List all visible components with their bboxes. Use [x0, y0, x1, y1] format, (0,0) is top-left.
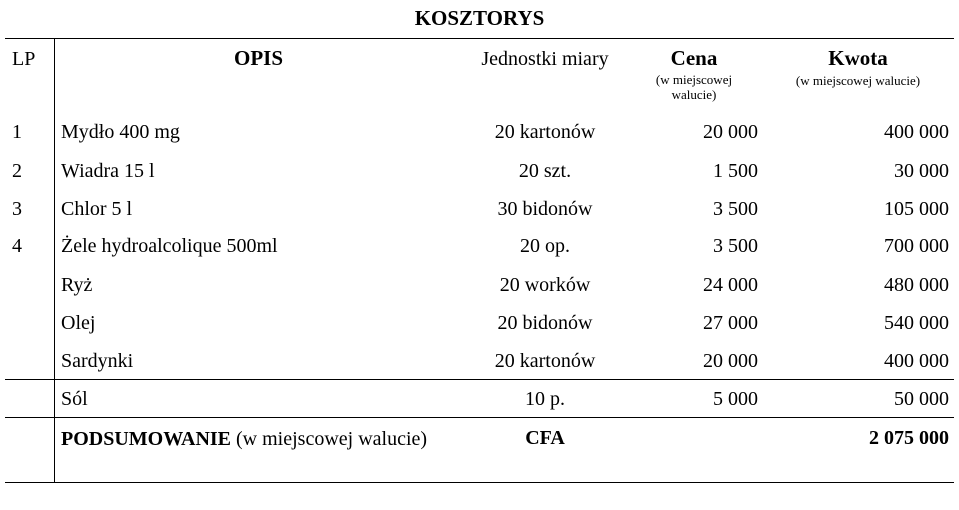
row-kwota: 105 000: [884, 198, 949, 220]
row-opis: Chlor 5 l: [61, 198, 133, 220]
row-cena: 1 500: [713, 160, 758, 182]
row-lp: 3: [12, 198, 22, 220]
row-opis: Ryż: [61, 274, 93, 296]
row-cena: 3 500: [713, 198, 758, 220]
row-lp: 1: [12, 121, 22, 143]
lp-column-divider: [54, 38, 55, 483]
row-kwota: 540 000: [884, 312, 949, 334]
row-opis: Żele hydroalcolique 500ml: [61, 235, 278, 257]
header-lp: LP: [12, 48, 36, 70]
row-opis: Olej: [61, 312, 96, 334]
row-unit: 20 kartonów: [494, 350, 596, 372]
row-kwota: 50 000: [894, 388, 949, 410]
row-opis: Sól: [61, 388, 88, 410]
row-lp: 4: [12, 235, 22, 257]
row-kwota: 480 000: [884, 274, 949, 296]
row-unit: 20 kartonów: [494, 121, 596, 143]
row-kwota: 400 000: [884, 121, 949, 143]
header-cena-sub: (w miejscowej walucie): [655, 72, 733, 102]
row-cena: 27 000: [703, 312, 758, 334]
row-cena: 20 000: [703, 350, 758, 372]
row-divider-sol: [5, 379, 954, 380]
row-kwota: 700 000: [884, 235, 949, 257]
row-unit: 20 bidonów: [497, 312, 593, 334]
row-unit: 20 worków: [499, 274, 591, 296]
summary-label-rest: (w miejscowej walucie): [231, 428, 428, 450]
page-title: KOSZTORYS: [414, 6, 545, 30]
row-lp: 2: [12, 160, 22, 182]
row-unit: 20 szt.: [518, 160, 572, 182]
header-opis: OPIS: [233, 46, 283, 70]
summary-label: [61, 427, 441, 451]
summary-total: 2 075 000: [869, 427, 949, 449]
row-unit: 30 bidonów: [497, 198, 593, 220]
summary-label-bold: PODSUMOWANIE: [61, 428, 232, 450]
row-cena: 24 000: [703, 274, 758, 296]
header-cena: Cena: [670, 46, 718, 70]
row-opis: Wiadra 15 l: [61, 160, 155, 182]
header-kwota-sub: (w miejscowej walucie): [795, 73, 921, 88]
row-kwota: 30 000: [894, 160, 949, 182]
header-kwota: Kwota: [828, 46, 888, 70]
table-top-border: [5, 38, 954, 39]
header-unit: Jednostki miary: [481, 48, 609, 70]
row-kwota: 400 000: [884, 350, 949, 372]
row-opis: Sardynki: [61, 350, 134, 372]
row-unit: 10 p.: [525, 388, 565, 410]
row-cena: 5 000: [713, 388, 758, 410]
row-divider-summary: [5, 417, 954, 418]
row-opis: Mydło 400 mg: [61, 121, 180, 143]
row-cena: 20 000: [703, 121, 758, 143]
row-unit: 20 op.: [520, 235, 570, 257]
table-bottom-border: [5, 482, 954, 483]
summary-unit: CFA: [525, 427, 565, 449]
row-cena: 3 500: [713, 235, 758, 257]
